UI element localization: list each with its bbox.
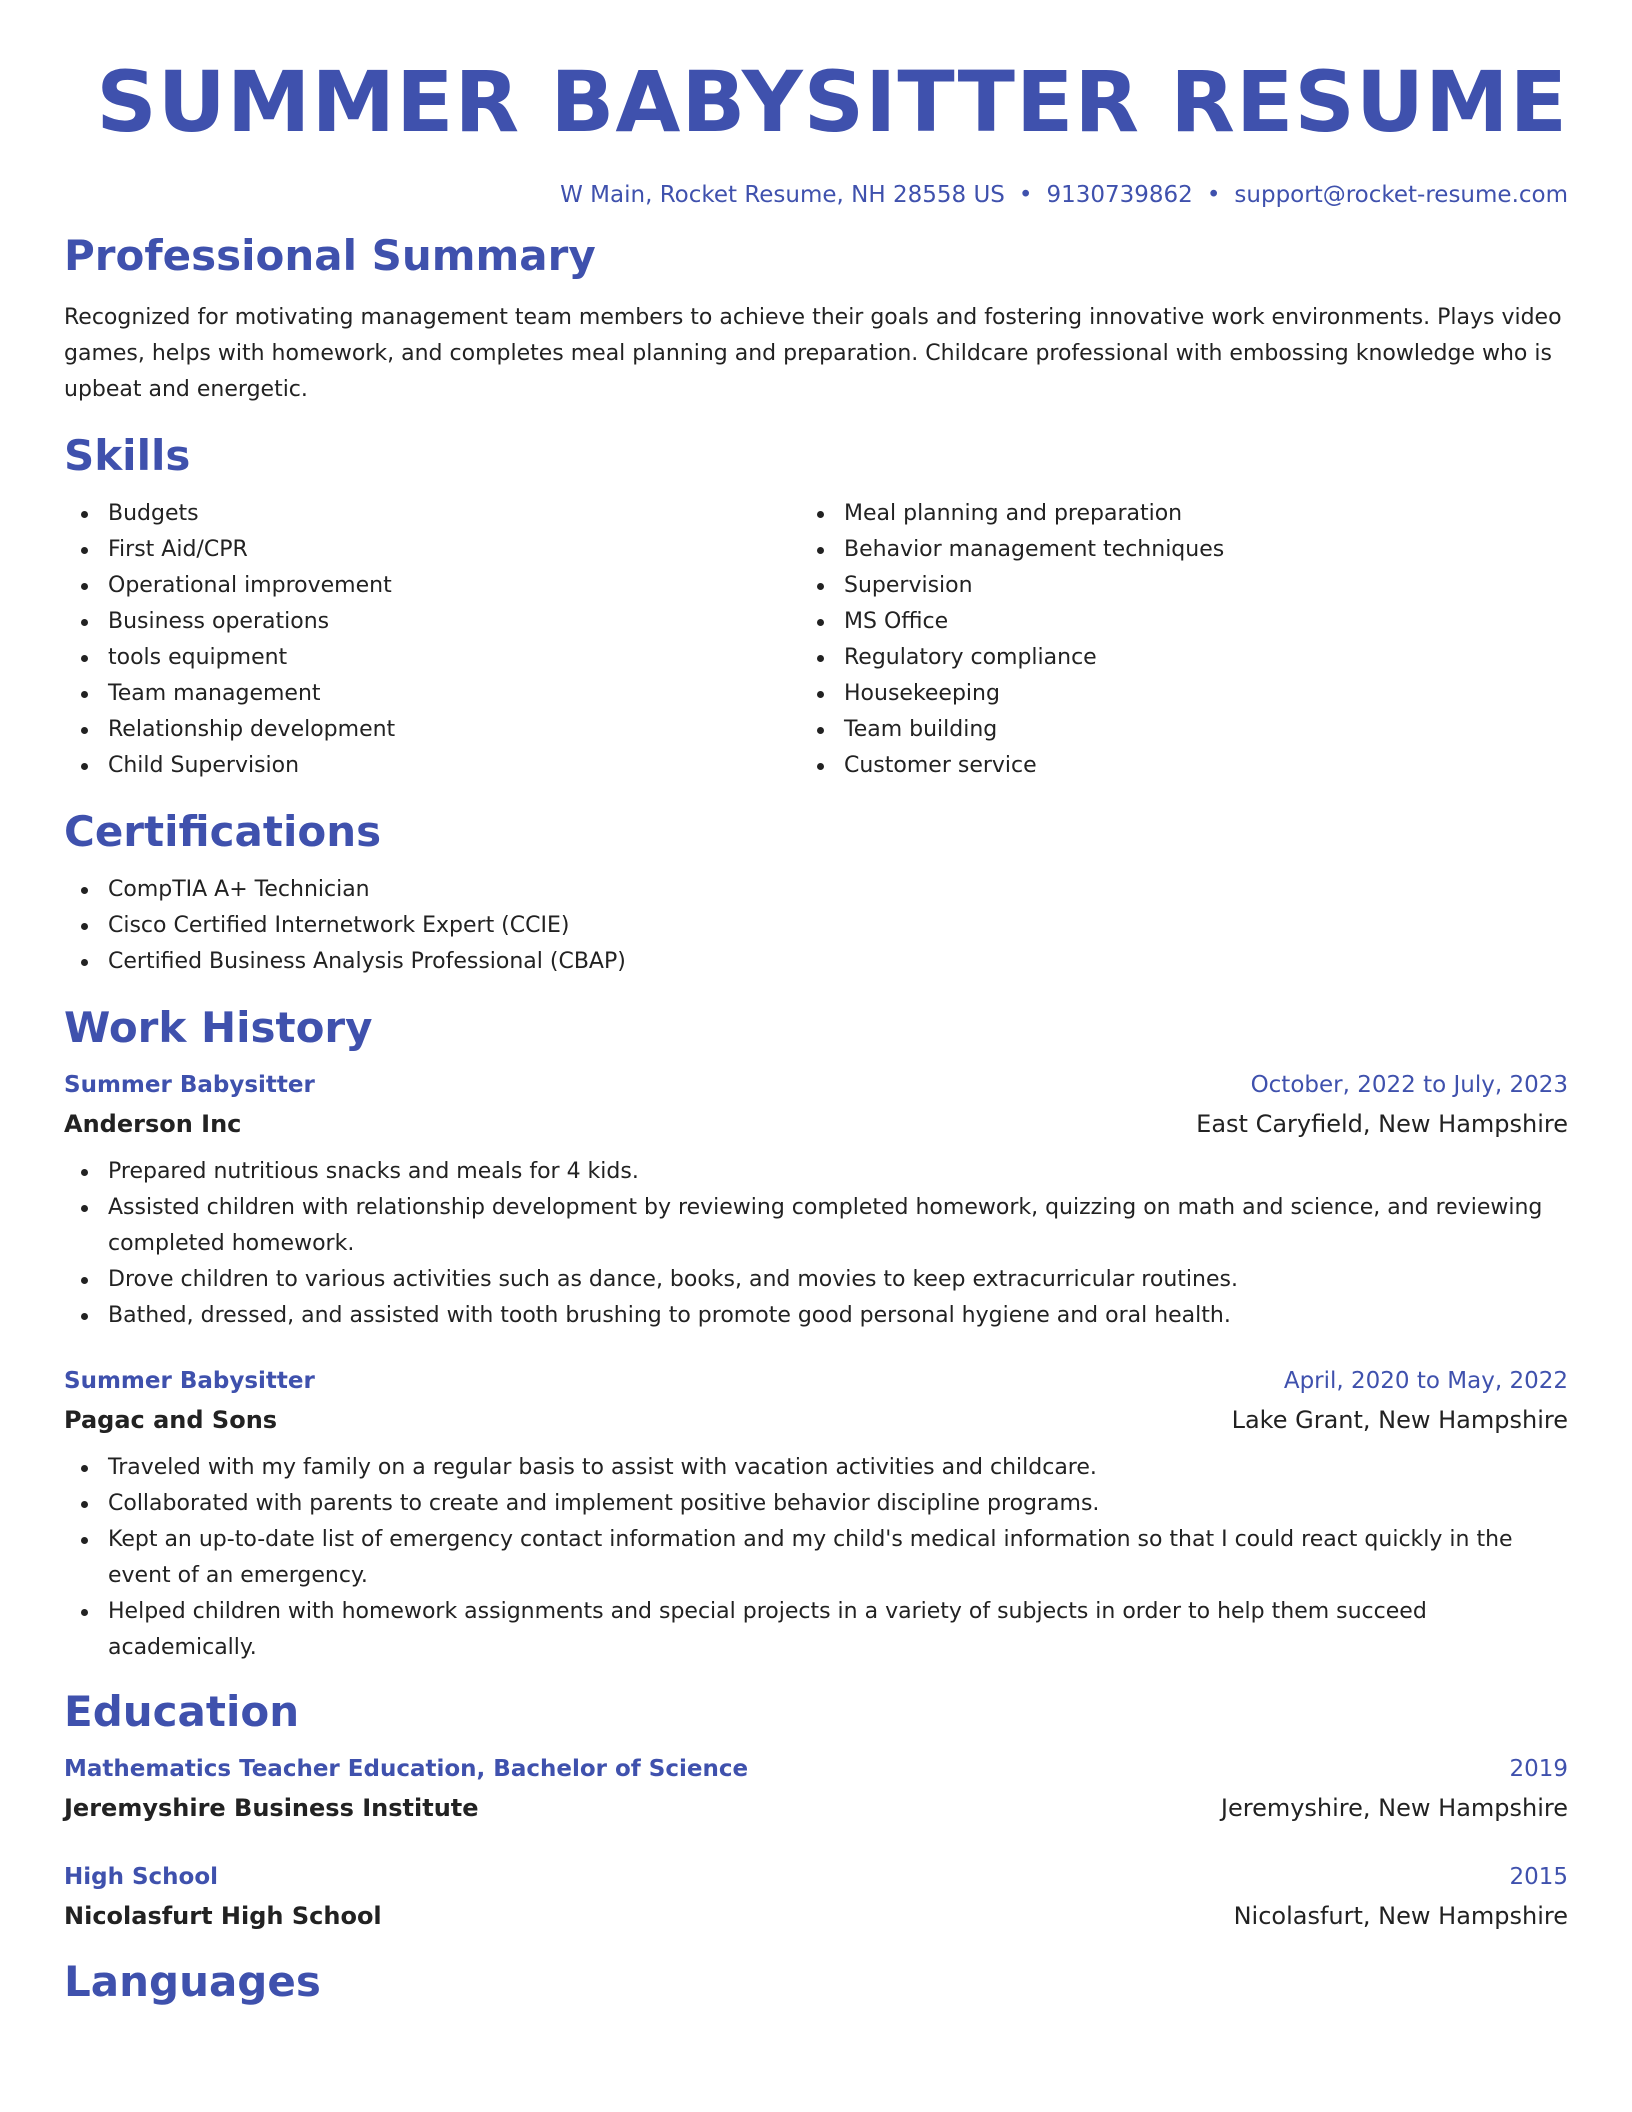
- contact-separator: •: [1206, 182, 1221, 208]
- certifications-heading: Certifications: [64, 807, 382, 856]
- job-bullets: [64, 1154, 1568, 1334]
- education-school-row: [64, 1788, 1568, 1828]
- education-school-row: [64, 1896, 1568, 1936]
- job-title-row: [64, 1066, 1568, 1104]
- job-location: East Caryfield, New Hampshire: [1196, 1110, 1568, 1138]
- skill-item: Supervision: [800, 568, 1536, 604]
- job-title: Summer Babysitter: [64, 1368, 315, 1394]
- education-degree-row: [64, 1858, 1568, 1896]
- education-location: Nicolasfurt, New Hampshire: [1233, 1902, 1568, 1930]
- resume-title: SUMMER BABYSITTER RESUME: [96, 53, 1568, 151]
- education-degree: High School: [64, 1864, 219, 1890]
- job-location: Lake Grant, New Hampshire: [1231, 1406, 1568, 1434]
- job-bullet: Prepared nutritious snacks and meals for 4 kids.: [64, 1154, 1568, 1190]
- certification-item: Certified Business Analysis Professional (CBAP): [64, 944, 1568, 980]
- education-degree-row: [64, 1750, 1568, 1788]
- skill-item: Team building: [800, 712, 1536, 748]
- education-degree: Mathematics Teacher Education, Bachelor of Science: [64, 1756, 749, 1782]
- skill-item: Operational improvement: [64, 568, 800, 604]
- certification-item: Cisco Certified Internetwork Expert (CCIE): [64, 908, 1568, 944]
- skill-item: Budgets: [64, 496, 800, 532]
- skill-item: tools equipment: [64, 640, 800, 676]
- skill-item: Business operations: [64, 604, 800, 640]
- skill-item: Housekeeping: [800, 676, 1536, 712]
- skill-item: First Aid/CPR: [64, 532, 800, 568]
- job-bullet: Assisted children with relationship development by reviewing completed homework, quizzing on math and science, and reviewing completed homework.: [64, 1190, 1568, 1262]
- contact-phone: 9130739862: [1046, 182, 1193, 208]
- education-school: Jeremyshire Business Institute: [64, 1794, 479, 1822]
- job-dates: April, 2020 to May, 2022: [1283, 1368, 1568, 1394]
- certification-item: CompTIA A+ Technician: [64, 872, 1568, 908]
- contact-address: W Main, Rocket Resume, NH 28558 US: [560, 182, 1005, 208]
- job-title: Summer Babysitter: [64, 1072, 315, 1098]
- certifications-list: [64, 872, 1568, 980]
- skills-list-left: [64, 496, 800, 784]
- job-title-row: [64, 1362, 1568, 1400]
- work-history-heading: Work History: [64, 1003, 373, 1052]
- education-location: Jeremyshire, New Hampshire: [1220, 1794, 1568, 1822]
- summary-heading: Professional Summary: [64, 231, 596, 280]
- skill-item: Team management: [64, 676, 800, 712]
- skill-item: Meal planning and preparation: [800, 496, 1536, 532]
- education-entry: [64, 1750, 1568, 1828]
- job-bullet: Kept an up-to-date list of emergency contact information and my child's medical information so that I could react quickly in the event of an emergency.: [64, 1522, 1568, 1594]
- languages-heading: Languages: [64, 1957, 321, 2006]
- job-company-row: [64, 1104, 1568, 1144]
- job-bullet: Helped children with homework assignments and special projects in a variety of subjects in order to help them succeed academically.: [64, 1594, 1568, 1666]
- job-entry: [64, 1362, 1568, 1666]
- job-company: Anderson Inc: [64, 1110, 242, 1138]
- skills-heading: Skills: [64, 431, 191, 480]
- job-bullet: Drove children to various activities such as dance, books, and movies to keep extracurricular routines.: [64, 1262, 1568, 1298]
- education-school: Nicolasfurt High School: [64, 1902, 382, 1930]
- education-year: 2015: [1509, 1864, 1568, 1890]
- skill-item: Relationship development: [64, 712, 800, 748]
- skill-item: Behavior management techniques: [800, 532, 1536, 568]
- job-bullet: Bathed, dressed, and assisted with tooth brushing to promote good personal hygiene and oral health.: [64, 1298, 1568, 1334]
- summary-text: Recognized for motivating management team members to achieve their goals and fostering innovative work environments. Plays video games, helps with homework, and completes meal planning and preparation. Childcare professional with embossing knowledge who is upbeat and energetic.: [64, 305, 1562, 402]
- contact-line: [64, 180, 1568, 210]
- job-company: Pagac and Sons: [64, 1406, 278, 1434]
- job-bullet: Traveled with my family on a regular basis to assist with vacation activities and childcare.: [64, 1450, 1568, 1486]
- education-year: 2019: [1509, 1756, 1568, 1782]
- skill-item: Regulatory compliance: [800, 640, 1536, 676]
- job-bullets: [64, 1450, 1568, 1666]
- skill-item: Customer service: [800, 748, 1536, 784]
- job-dates: October, 2022 to July, 2023: [1250, 1072, 1568, 1098]
- job-entry: [64, 1066, 1568, 1334]
- education-entry: [64, 1858, 1568, 1936]
- job-bullet: Collaborated with parents to create and implement positive behavior discipline programs.: [64, 1486, 1568, 1522]
- skills-list-right: [800, 496, 1536, 784]
- skill-item: MS Office: [800, 604, 1536, 640]
- contact-email[interactable]: support@rocket-resume.com: [1234, 182, 1568, 208]
- education-heading: Education: [64, 1687, 300, 1736]
- job-company-row: [64, 1400, 1568, 1440]
- contact-separator: •: [1018, 182, 1033, 208]
- skill-item: Child Supervision: [64, 748, 800, 784]
- skills-grid: [64, 496, 1568, 784]
